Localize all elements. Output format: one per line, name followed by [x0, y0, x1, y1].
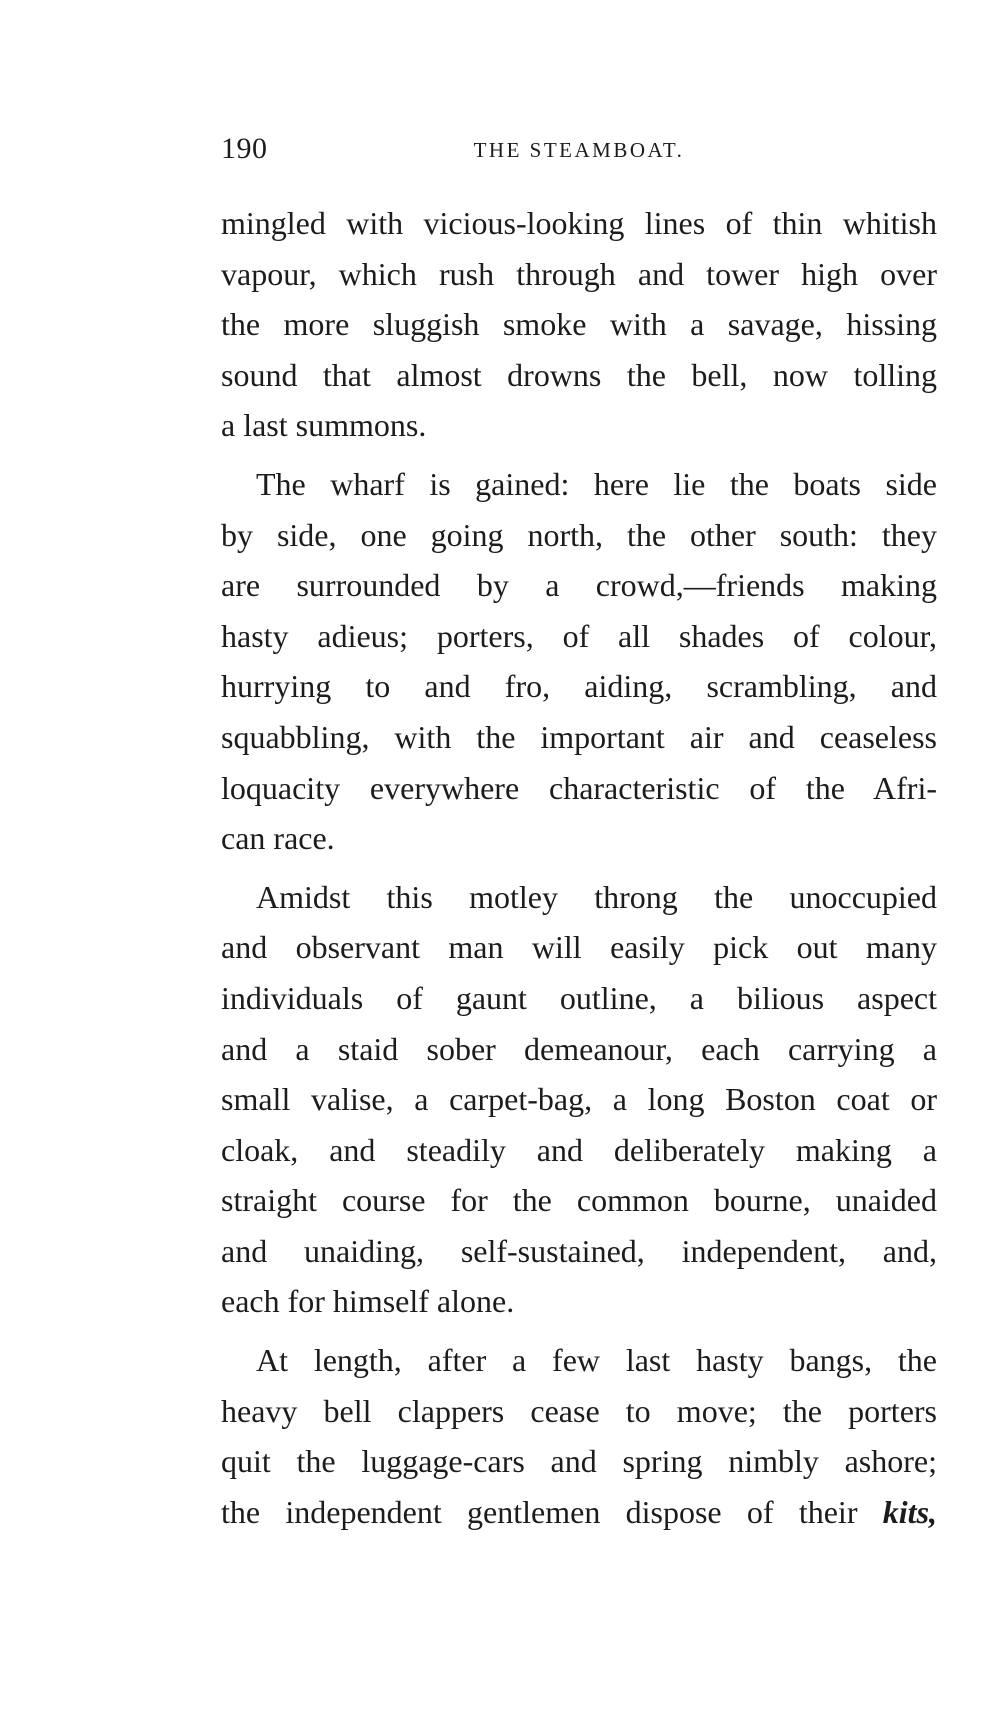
text-line: Amidst this motley throng the unoccupied [256, 878, 937, 915]
paragraph [221, 1335, 937, 1537]
text-line: and unaiding, self-sustained, independent, and, [221, 1232, 937, 1269]
text-line: the more sluggish smoke with a savage, hissing [221, 306, 937, 343]
text-line [221, 1487, 937, 1538]
page-number: 190 [221, 132, 268, 165]
text-line: cloak, and steadily and deliberately making a [221, 1131, 937, 1168]
text-line: squabbling, with the important air and ceaseless [221, 718, 937, 755]
text-line: sound that almost drowns the bell, now tolling [221, 356, 937, 393]
text-line: hurrying to and fro, aiding, scrambling, and [221, 668, 937, 705]
italic-word: kits, [882, 1493, 938, 1530]
paragraph [221, 459, 937, 864]
text-line: each for himself alone. [221, 1283, 515, 1320]
text-line: mingled with vicious-looking lines of thin whitish [221, 205, 937, 241]
text-line: individuals of gaunt outline, a bilious aspect [221, 979, 937, 1016]
text-line: and observant man will easily pick out many [221, 929, 937, 966]
text-line: a last summons. [221, 407, 427, 444]
body-text [221, 198, 937, 1537]
running-head [221, 132, 937, 172]
text-line: The wharf is gained: here lie the boats side [256, 465, 937, 502]
text-line: small valise, a carpet-bag, a long Boston coat or [221, 1081, 937, 1118]
text-line: heavy bell clappers cease to move; the porters [221, 1392, 937, 1429]
paragraph [221, 198, 937, 451]
text-line: can race. [221, 820, 335, 857]
text-line: straight course for the common bourne, unaided [221, 1182, 937, 1219]
text-line: hasty adieus; porters, of all shades of colour, [221, 617, 937, 654]
running-title: THE STEAMBOAT. [473, 138, 685, 162]
text-line: and a staid sober demeanour, each carrying a [221, 1030, 937, 1067]
text-line: vapour, which rush through and tower high over [221, 255, 937, 292]
text-line: by side, one going north, the other south: they [221, 516, 937, 553]
text-line-start: the independent gentlemen dispose of their [221, 1493, 858, 1530]
paragraph [221, 872, 937, 1327]
text-line: are surrounded by a crowd,—friends making [221, 567, 937, 604]
text-line: loquacity everywhere characteristic of the Afri- [221, 769, 937, 806]
text-line: quit the luggage-cars and spring nimbly ashore; [221, 1443, 937, 1480]
text-line: At length, after a few last hasty bangs, the [256, 1342, 937, 1379]
